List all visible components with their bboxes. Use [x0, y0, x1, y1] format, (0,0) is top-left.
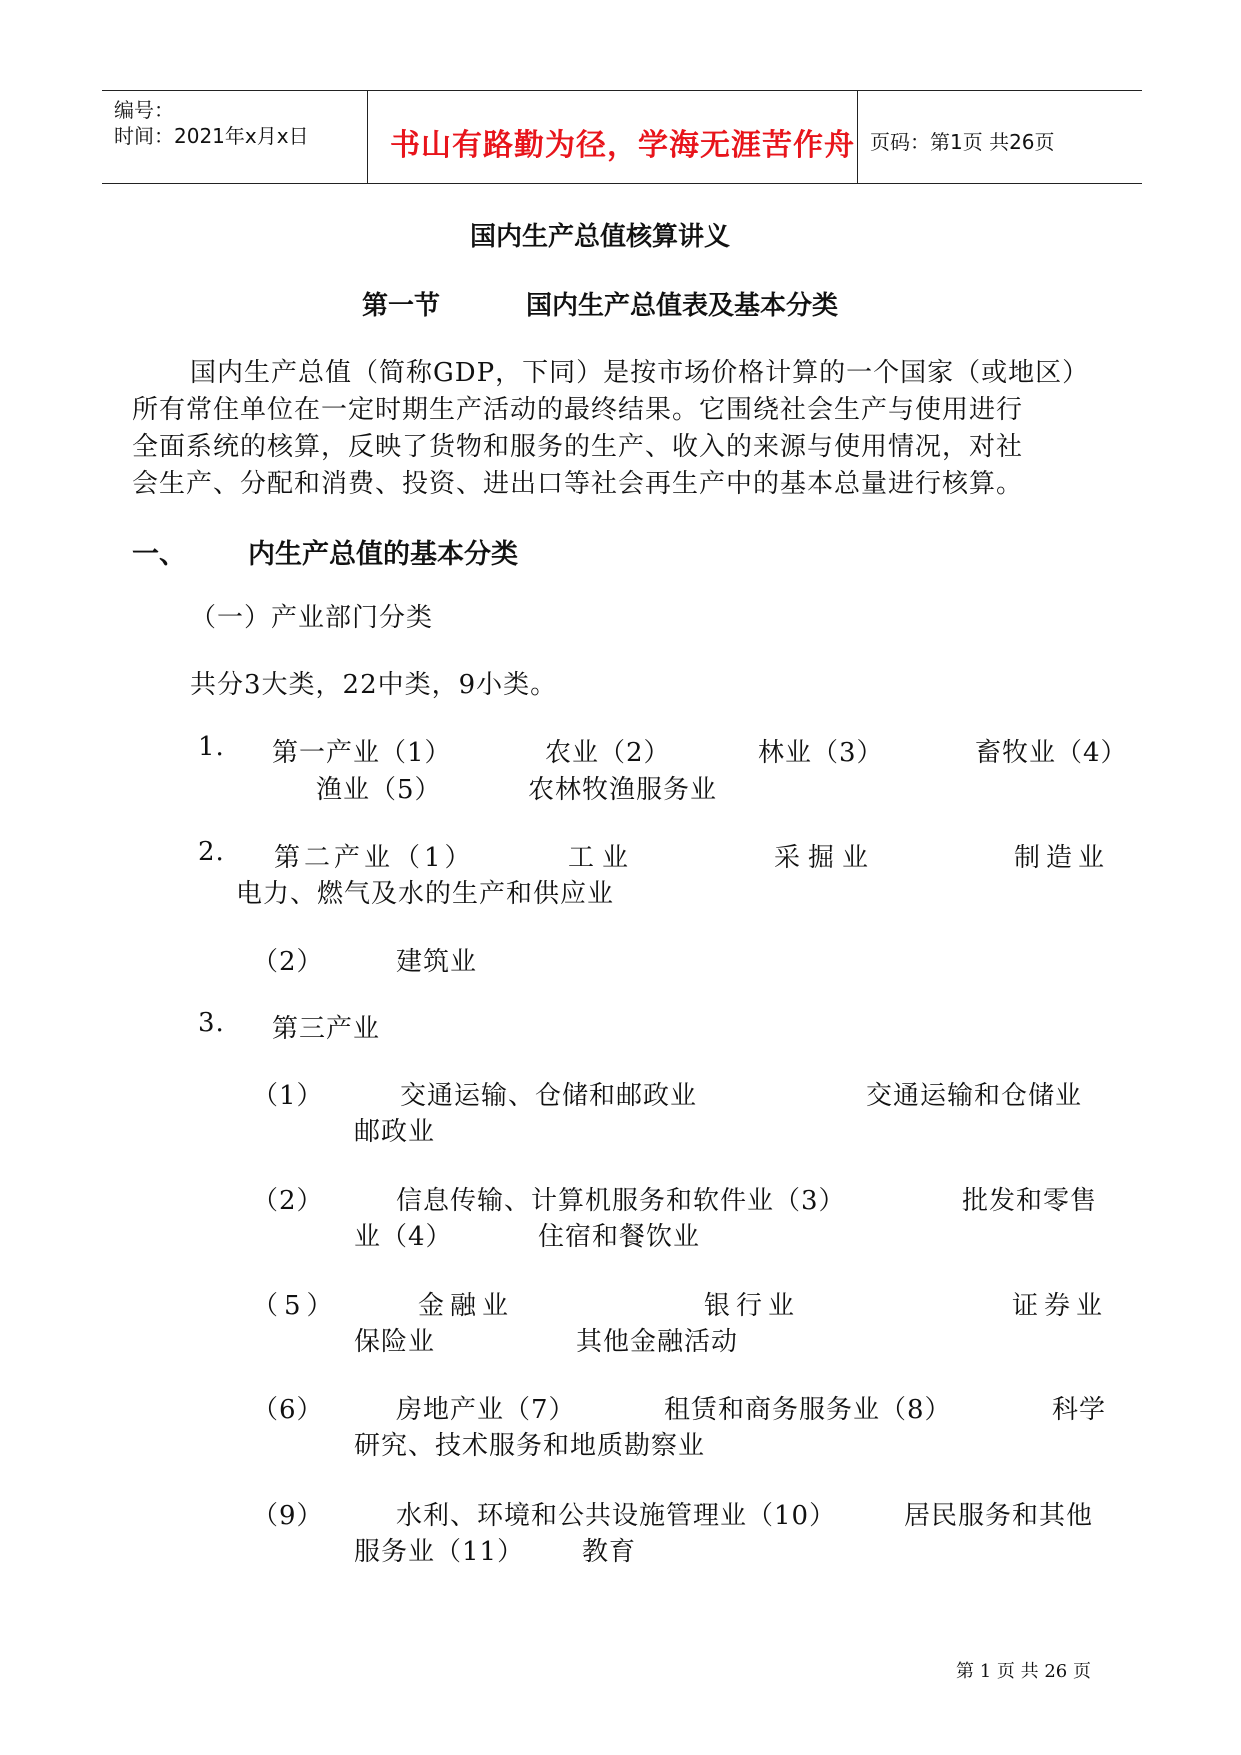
- group-4-number: （6）: [252, 1395, 324, 1425]
- group-3-text-1: 金融业: [418, 1291, 515, 1321]
- section-title: 国内生产总值表及基本分类: [526, 291, 839, 321]
- intro-line-2: 所有常住单位在一定时期生产活动的最终结果。它围绕社会生产与使用进行: [132, 395, 1024, 425]
- item-2-line2: 电力、燃气及水的生产和供应业: [236, 879, 615, 909]
- group-1-number: （1）: [252, 1081, 324, 1111]
- group-2-line2-a: 业（4）: [354, 1222, 453, 1252]
- group-1-text-1: 交通运输、仓储和邮政业: [400, 1081, 698, 1111]
- group-3-line2-a: 保险业: [354, 1327, 436, 1357]
- item-1-cell-3: 林业（3）: [758, 738, 884, 768]
- document-title: 国内生产总值核算讲义: [470, 222, 731, 252]
- group-3-number: （5）: [252, 1291, 339, 1321]
- item-1-cell-1: 第一产业（1）: [272, 738, 452, 768]
- group-5-text-1: 水利、环境和公共设施管理业（10）: [396, 1501, 837, 1531]
- intro-line-3: 全面系统的核算，反映了货物和服务的生产、收入的来源与使用情况，对社: [132, 432, 1024, 462]
- group-2-number: （2）: [252, 1186, 324, 1216]
- group-2-line2-b: 住宿和餐饮业: [538, 1222, 701, 1252]
- group-1-text-2: 交通运输和仓储业: [866, 1081, 1083, 1111]
- header-bottom-rule: [102, 183, 1142, 184]
- part-number: 一、: [132, 539, 186, 570]
- subsection-heading: （一）产业部门分类: [190, 603, 434, 633]
- group-5-line2-b: 教育: [582, 1537, 637, 1567]
- item-2-cell-2: 工业: [568, 843, 637, 873]
- group-4-text-mid: 租赁和商务服务业（8）: [664, 1395, 952, 1425]
- header-top-rule: [102, 90, 1142, 91]
- part-title: 内生产总值的基本分类: [248, 539, 518, 570]
- group-4-text-1: 房地产业（7）: [396, 1395, 576, 1425]
- item-1-line2-b: 农林牧渔服务业: [528, 775, 718, 805]
- header-divider-right: [857, 90, 858, 183]
- group-3-text-2: 证券业: [1012, 1291, 1109, 1321]
- intro-line-4: 会生产、分配和消费、投资、进出口等社会再生产中的基本总量进行核算。: [132, 469, 1024, 499]
- item-2-number: 2.: [198, 837, 225, 867]
- group-5-text-2: 居民服务和其他: [904, 1501, 1094, 1531]
- group-1-line2: 邮政业: [354, 1117, 436, 1147]
- group-4-line2: 研究、技术服务和地质勘察业: [354, 1431, 706, 1461]
- item-3-label: 第三产业: [272, 1014, 381, 1044]
- group-3-line2-b: 其他金融活动: [576, 1327, 739, 1357]
- item-3-number: 3.: [198, 1008, 225, 1038]
- item-2-sub-text: 建筑业: [396, 947, 478, 977]
- item-1-cell-4: 畜牧业（4）: [975, 738, 1128, 768]
- number-label: 编号：: [114, 98, 174, 122]
- group-3-text-mid: 银行业: [704, 1291, 801, 1321]
- item-2-sub-number: （2）: [252, 947, 324, 977]
- item-2-cell-3: 采掘业: [774, 843, 877, 873]
- item-2-cell-4: 制造业: [1014, 843, 1111, 873]
- header-divider-left: [367, 90, 368, 183]
- item-1-line2-a: 渔业（5）: [316, 775, 442, 805]
- group-2-text-2: 批发和零售: [962, 1186, 1098, 1216]
- item-1-cell-2: 农业（2）: [545, 738, 671, 768]
- page-info: 页码：第1页 共26页: [870, 130, 1055, 154]
- item-1-number: 1.: [198, 732, 225, 762]
- page-footer: 第 1 页 共 26 页: [956, 1661, 1091, 1682]
- summary-line: 共分3大类，22中类，9小类。: [190, 670, 558, 700]
- group-5-number: （9）: [252, 1501, 324, 1531]
- time-label: 时间：2021年x月x日: [114, 124, 309, 148]
- group-4-text-2: 科学: [1052, 1395, 1107, 1425]
- item-2-cell-1: 第二产业（1）: [274, 843, 475, 873]
- group-2-text-1: 信息传输、计算机服务和软件业（3）: [396, 1186, 846, 1216]
- section-number: 第一节: [362, 291, 441, 321]
- group-5-line2-a: 服务业（11）: [354, 1537, 525, 1567]
- intro-line-1: 国内生产总值（简称GDP，下同）是按市场价格计算的一个国家（或地区）: [190, 358, 1090, 388]
- header-motto: 书山有路勤为径，学海无涯苦作舟: [390, 128, 855, 163]
